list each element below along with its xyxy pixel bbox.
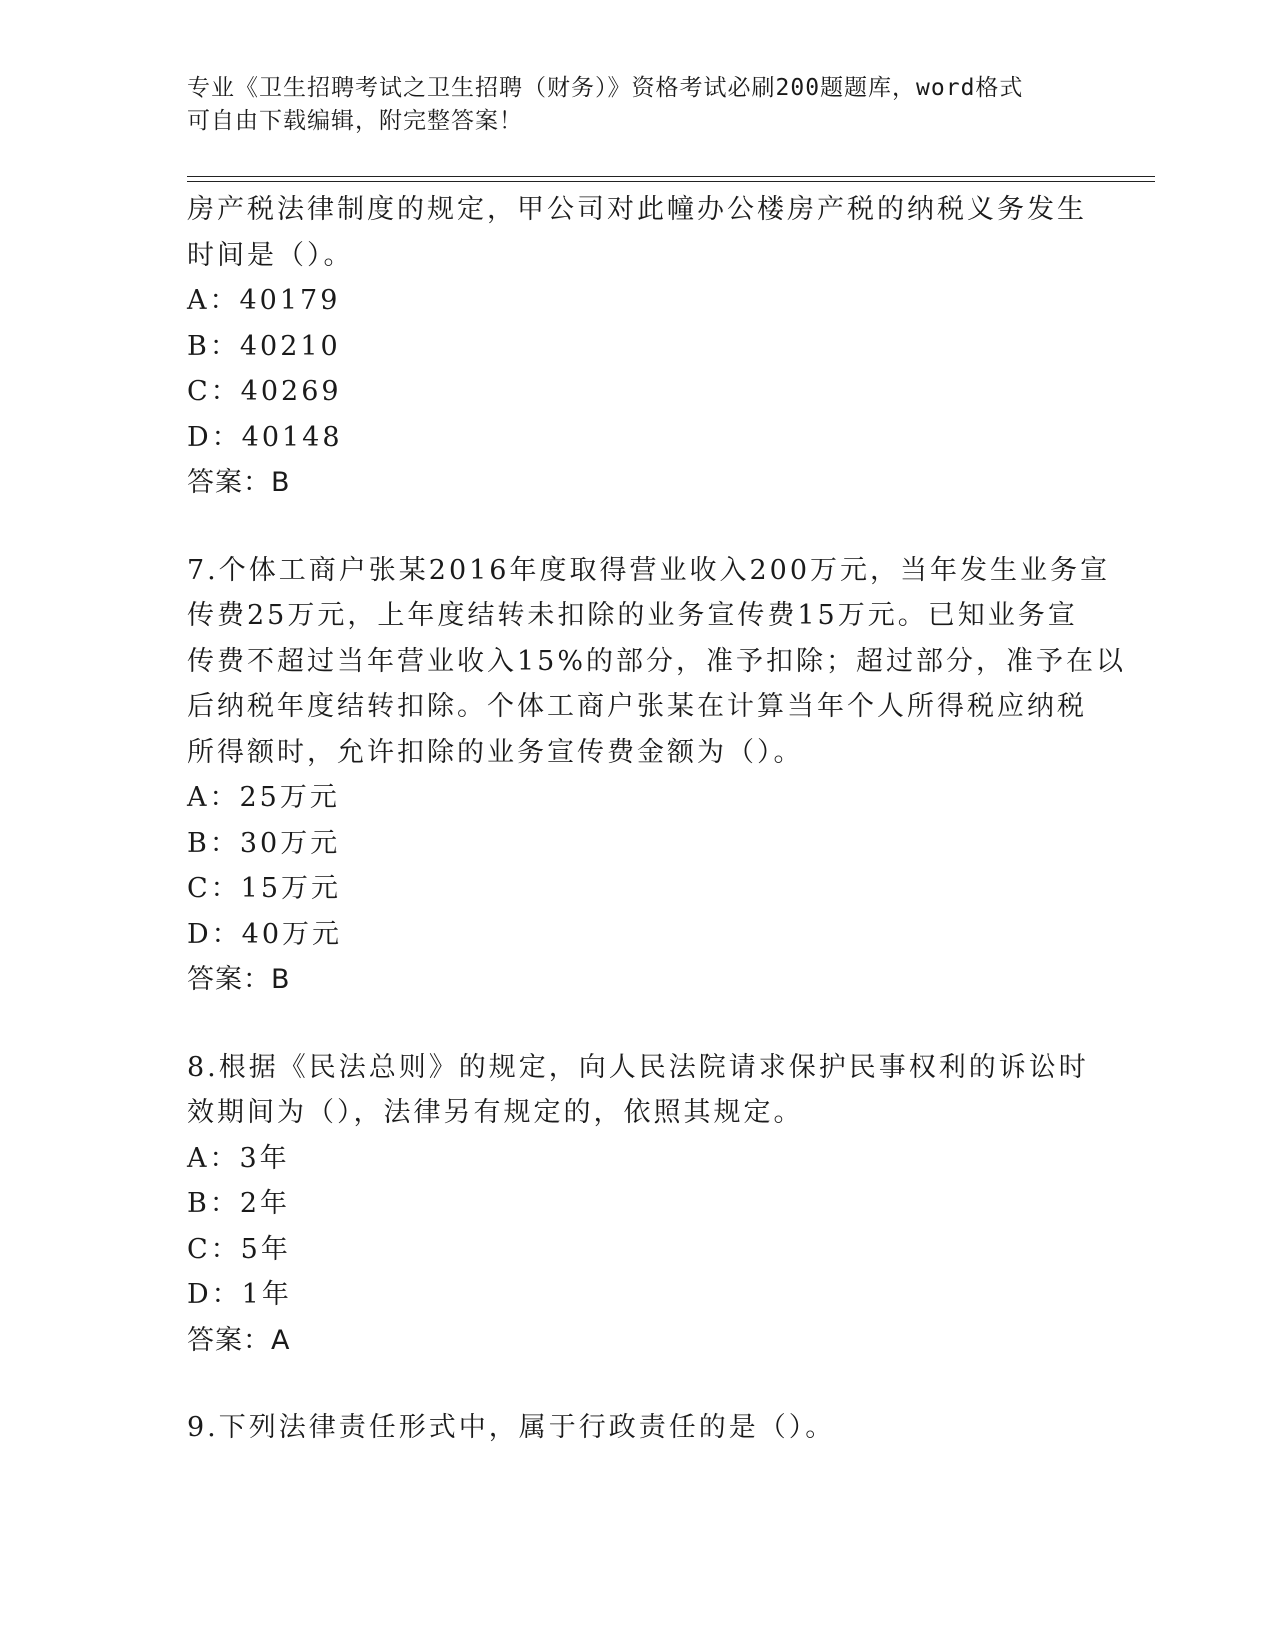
header-divider-top [187,176,1155,177]
question-stem-line: 传费不超过当年营业收入15%的部分，准予扣除；超过部分，准予在以 [187,645,1127,677]
option-c: C：40269 [187,376,342,407]
option-a: A：40179 [187,285,341,316]
option-d: D：40万元 [187,918,343,950]
question-stem-line: 传费25万元，上年度结转未扣除的业务宣传费15万元。已知业务宣 [187,600,1078,631]
question-stem-line: 时间是（）。 [187,239,354,271]
header-title-line2: 可自由下载编辑，附完整答案！ [187,108,523,134]
option-a: A：3年 [187,1142,290,1174]
question-6 [187,187,1087,506]
option-d: D：1年 [187,1279,292,1310]
option-b: B：2年 [187,1188,291,1219]
question-content [187,187,1127,1451]
question-9 [187,1405,1087,1451]
option-c: C：5年 [187,1233,291,1265]
question-stem-line: 7.个体工商户张某2016年度取得营业收入200万元，当年发生业务宣 [187,554,1111,586]
spacer [187,1363,1087,1405]
question-7 [187,548,1127,1003]
question-stem-line: 后纳税年度结转扣除。个体工商户张某在计算当年个人所得税应纳税 [187,691,1087,722]
spacer [187,1003,1087,1045]
option-a: A：25万元 [187,782,340,813]
spacer [187,506,1087,548]
option-b: B：30万元 [187,827,341,859]
question-stem-line: 9.下列法律责任形式中，属于行政责任的是（）。 [187,1412,836,1443]
option-c: C：15万元 [187,873,342,904]
answer-label: 答案：A [187,1324,291,1356]
question-stem-line: 所得额时，允许扣除的业务宣传费金额为（）。 [187,736,804,768]
question-stem-line: 效期间为（），法律另有规定的，依照其规定。 [187,1097,804,1128]
option-d: D：40148 [187,421,343,453]
answer-label: 答案：B [187,964,291,995]
answer-label: 答案：B [187,467,291,498]
question-8 [187,1045,1087,1364]
header-title-line1: 专业《卫生招聘考试之卫生招聘（财务）》资格考试必刷200题题库，word格式 [187,75,1024,101]
question-stem-line: 房产税法律制度的规定，甲公司对此幢办公楼房产税的纳税义务发生 [187,194,1087,225]
header-divider-bottom [187,181,1155,182]
document-header [187,72,1067,138]
option-b: B：40210 [187,330,341,362]
question-stem-line: 8.根据《民法总则》的规定，向人民法院请求保护民事权利的诉讼时 [187,1051,1089,1083]
